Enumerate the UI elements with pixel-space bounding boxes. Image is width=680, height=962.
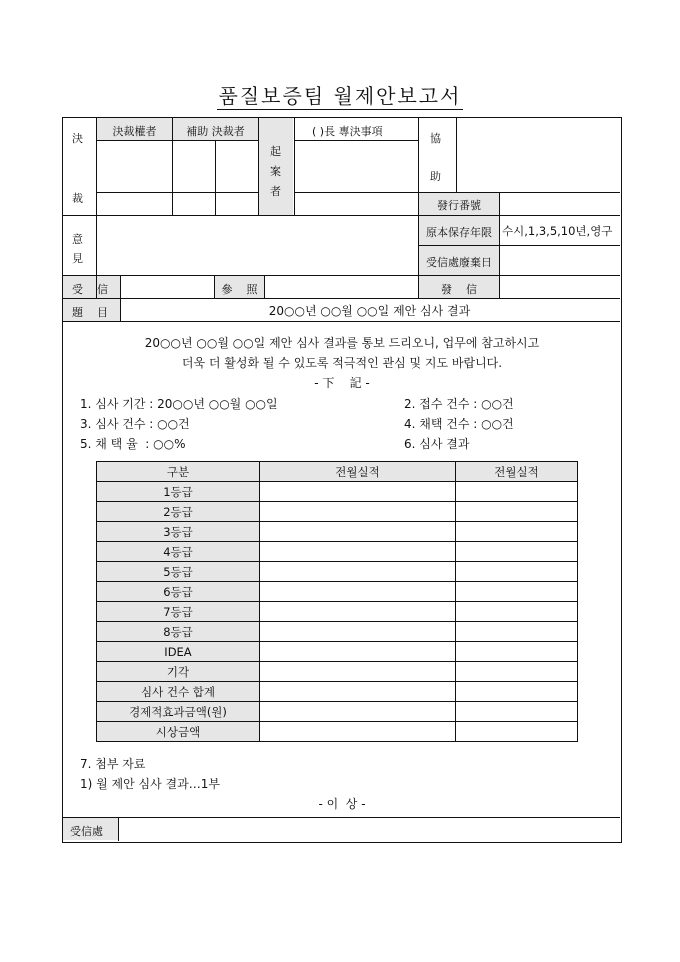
table-row bbox=[97, 582, 578, 602]
table-cell bbox=[260, 542, 456, 562]
row-label: 3등급 bbox=[97, 522, 260, 542]
gian-char: 者 bbox=[270, 185, 281, 198]
line bbox=[96, 192, 258, 193]
table-cell bbox=[260, 482, 456, 502]
susincheo-label: 受信處 bbox=[70, 825, 103, 838]
results-table bbox=[96, 461, 578, 742]
table-cell bbox=[456, 642, 578, 662]
table-cell bbox=[456, 502, 578, 522]
info-item: 3. 심사 건수 : ○○건 bbox=[80, 417, 190, 431]
table-cell bbox=[456, 602, 578, 622]
row-label: 4등급 bbox=[97, 542, 260, 562]
line bbox=[499, 192, 500, 298]
balsin-label: 發 信 bbox=[441, 283, 477, 296]
uigyeon-char: 意 bbox=[72, 233, 83, 246]
line bbox=[258, 117, 259, 215]
table-cell bbox=[456, 542, 578, 562]
balhaeng-beonho-label: 發行番號 bbox=[437, 199, 481, 212]
line bbox=[62, 298, 620, 299]
hagi-heading: - 下 記 - bbox=[314, 376, 370, 390]
table-cell bbox=[456, 522, 578, 542]
row-label: 기각 bbox=[97, 662, 260, 682]
table-row bbox=[97, 502, 578, 522]
hyeop-char: 助 bbox=[430, 170, 441, 183]
hyeop-char: 協 bbox=[430, 132, 441, 145]
row-label: 6등급 bbox=[97, 582, 260, 602]
table-cell bbox=[260, 722, 456, 742]
table-cell bbox=[456, 662, 578, 682]
line bbox=[62, 321, 620, 322]
kyeol-label: 決 bbox=[72, 132, 83, 145]
line bbox=[62, 215, 620, 216]
table-row bbox=[97, 522, 578, 542]
chamjo-label: 參 照 bbox=[221, 283, 258, 296]
info-item: 5. 채 택 율 : ○○% bbox=[80, 437, 186, 451]
row-label: 8등급 bbox=[97, 622, 260, 642]
attach-item: 1) 월 제안 심사 결과…1부 bbox=[80, 777, 220, 791]
table-cell bbox=[260, 662, 456, 682]
table-cell bbox=[260, 622, 456, 642]
info-item: 4. 채택 건수 : ○○건 bbox=[404, 417, 514, 431]
table-cell bbox=[456, 582, 578, 602]
jemok-label: 題 目 bbox=[72, 306, 108, 319]
table-row bbox=[97, 682, 578, 702]
row-label: IDEA bbox=[97, 642, 260, 662]
jemok-value: 20○○년 ○○월 ○○일 제안 심사 결과 bbox=[268, 304, 471, 318]
line bbox=[294, 140, 418, 141]
table-cell bbox=[456, 722, 578, 742]
jae-label: 裁 bbox=[72, 192, 83, 205]
row-label: 1등급 bbox=[97, 482, 260, 502]
table-cell bbox=[260, 682, 456, 702]
table-row bbox=[97, 482, 578, 502]
row-label: 2등급 bbox=[97, 502, 260, 522]
table-header-row bbox=[97, 462, 578, 482]
table-cell bbox=[456, 562, 578, 582]
bojo-kyeoljaeja-label: 補助 決裁者 bbox=[186, 125, 245, 138]
kyeoljaegwonja-label: 決裁權者 bbox=[112, 125, 157, 138]
table-header-col2: 전월실적 bbox=[260, 462, 456, 482]
table-row bbox=[97, 642, 578, 662]
table-cell bbox=[260, 502, 456, 522]
table-row bbox=[97, 662, 578, 682]
table-cell bbox=[260, 642, 456, 662]
row-label: 7등급 bbox=[97, 602, 260, 622]
table-cell bbox=[456, 702, 578, 722]
line bbox=[62, 275, 620, 276]
line bbox=[118, 817, 119, 841]
attach-title: 7. 첨부 자료 bbox=[80, 757, 146, 771]
row-label: 심사 건수 합계 bbox=[97, 682, 260, 702]
susin-pyegi-label: 受信處廢棄日 bbox=[426, 256, 492, 269]
bojon-value: 수시,1,3,5,10년,영구 bbox=[502, 224, 613, 238]
table-cell bbox=[456, 482, 578, 502]
gian-char: 案 bbox=[270, 165, 281, 178]
line bbox=[264, 275, 265, 298]
table-header-gubun: 구분 bbox=[97, 462, 260, 482]
row-label: 경제적효과금액(원) bbox=[97, 702, 260, 722]
document-title: 품질보증팀 월제안보고서 bbox=[218, 84, 462, 108]
info-item: 1. 심사 기간 : 20○○년 ○○월 ○○일 bbox=[80, 397, 278, 411]
table-cell bbox=[260, 522, 456, 542]
info-item: 6. 심사 결과 bbox=[404, 437, 470, 451]
line bbox=[456, 117, 457, 192]
susin-label: 受 信 bbox=[72, 283, 108, 296]
line bbox=[215, 140, 216, 215]
isang-closing: - 이 상 - bbox=[318, 797, 366, 811]
table-cell bbox=[456, 622, 578, 642]
table-cell bbox=[260, 582, 456, 602]
line bbox=[96, 140, 258, 141]
intro-line-2: 더욱 더 활성화 될 수 있도록 적극적인 관심 및 지도 바랍니다. bbox=[181, 356, 503, 370]
table-row bbox=[97, 602, 578, 622]
row-label: 시상금액 bbox=[97, 722, 260, 742]
table-header-col3: 전월실적 bbox=[456, 462, 578, 482]
gian-char: 起 bbox=[270, 145, 281, 158]
bonbon-bojon-label: 原本保存年限 bbox=[426, 226, 492, 239]
line bbox=[419, 192, 620, 193]
uigyeon-char: 見 bbox=[72, 252, 83, 265]
table-row bbox=[97, 542, 578, 562]
table-cell bbox=[260, 562, 456, 582]
line bbox=[294, 192, 418, 193]
table-cell bbox=[260, 702, 456, 722]
line bbox=[294, 117, 295, 215]
intro-line-1: 20○○년 ○○월 ○○일 제안 심사 결과를 통보 드리오니, 업무에 참고하시고 bbox=[144, 336, 540, 350]
table-row bbox=[97, 622, 578, 642]
info-item: 2. 접수 건수 : ○○건 bbox=[404, 397, 514, 411]
jangjeon-gyeoljae-label: ( )長 專決事項 bbox=[312, 125, 383, 138]
row-label: 5등급 bbox=[97, 562, 260, 582]
table-row bbox=[97, 562, 578, 582]
table-cell bbox=[456, 682, 578, 702]
line bbox=[62, 817, 620, 818]
table-row bbox=[97, 702, 578, 722]
table-row bbox=[97, 722, 578, 742]
line bbox=[419, 245, 620, 246]
table-cell bbox=[260, 602, 456, 622]
line bbox=[96, 117, 97, 298]
